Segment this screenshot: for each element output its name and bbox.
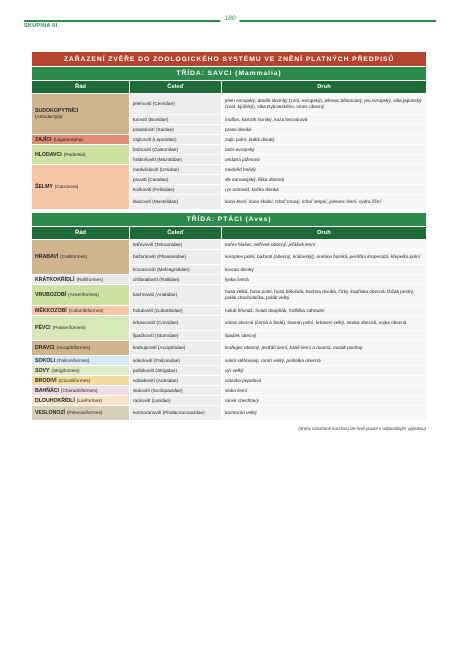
species-cell: sluka lesní bbox=[222, 386, 426, 396]
order-name: DLOUHOKŘÍDLÍ bbox=[35, 397, 75, 404]
order-latin: (Falconiformes) bbox=[56, 357, 90, 363]
species-cell: jelen evropský, daněk skvrnitý (zool. evropský), jelenec běloocasý, jeu evropský, sika japonský (zool. kjúšský), sika Dybowského, srnec obecný bbox=[222, 94, 426, 115]
order-cell bbox=[32, 275, 130, 285]
family-cell: krahujcovití (Accipitridae) bbox=[130, 341, 222, 356]
order-latin: (Galliformes) bbox=[60, 254, 88, 259]
column-header-family: Čeleď bbox=[130, 81, 222, 93]
species-cell: špaček obecný bbox=[222, 331, 426, 341]
order-name: SOVY bbox=[35, 367, 50, 374]
page-header bbox=[24, 14, 436, 28]
family-cell: slukovití (Scolopacidae) bbox=[130, 386, 222, 396]
family-cell: puštíkovití (Strigidae) bbox=[130, 366, 222, 376]
species-cell: sokol stěhovavý, raroh velký, poštolka obecná bbox=[222, 356, 426, 366]
order-cell bbox=[32, 406, 130, 421]
order-name: BAHŇÁCI bbox=[35, 387, 59, 394]
family-cell: krocanovití (Meleagrididae) bbox=[130, 265, 222, 275]
order-cell bbox=[32, 366, 130, 376]
family-cell: špačkovití (Sturnidae) bbox=[130, 331, 222, 341]
family-cell: prasatovití (Suidae) bbox=[130, 125, 222, 135]
column-header-order: Řád bbox=[32, 81, 130, 93]
family-cell: kormoránovití (Phalacrocoracidae) bbox=[130, 406, 222, 421]
order-name: SOKOLI bbox=[35, 357, 55, 364]
order-cell bbox=[32, 165, 130, 210]
order-cell bbox=[32, 356, 130, 366]
order-latin: (Pelecaniformes) bbox=[66, 410, 103, 415]
order-latin: (Accipitriformes) bbox=[56, 345, 91, 350]
column-header-order: Řád bbox=[32, 227, 130, 239]
order-cell bbox=[32, 341, 130, 356]
column-header-species: Druh bbox=[222, 81, 426, 93]
column-headers-mammals bbox=[32, 81, 426, 93]
order-latin: (Strigiformes) bbox=[51, 367, 80, 373]
family-cell: holubovití (Columbidae) bbox=[130, 306, 222, 316]
family-cell: bobrovití (Castoridae) bbox=[130, 145, 222, 155]
order-name: PĚVCI bbox=[35, 325, 51, 331]
order-latin: (Rodentia) bbox=[63, 151, 86, 157]
class-title-birds: TŘÍDA: PTÁCI (Aves) bbox=[32, 213, 426, 226]
order-name: SUDOKOPYTNÍCI bbox=[35, 108, 79, 114]
family-cell: jelenovití (Cervidae) bbox=[130, 94, 222, 115]
mammals-table bbox=[32, 94, 426, 210]
family-cell: tetřevovití (Tetraonidae) bbox=[130, 240, 222, 250]
species-cell: rys ostrovid, kočka divoká bbox=[222, 185, 426, 195]
species-cell: volavka popelavá bbox=[222, 376, 426, 386]
species-cell: ondatra pižmová bbox=[222, 155, 426, 165]
order-cell bbox=[32, 285, 130, 306]
species-cell: zajíc polní, králík divoký bbox=[222, 135, 426, 145]
species-cell: krahujec obecný, jestřáb lesní, káně lesní a rousná, moták pochop bbox=[222, 341, 426, 356]
order-latin: (Ciconiiformes) bbox=[58, 377, 91, 383]
order-cell bbox=[32, 316, 130, 341]
order-cell bbox=[32, 396, 130, 406]
family-cell: krkavcovití (Corvidae) bbox=[130, 316, 222, 331]
column-headers-birds bbox=[32, 227, 426, 239]
column-header-family: Čeleď bbox=[130, 227, 222, 239]
species-cell: koroptev polní, bažanti (obecný, královský), orebice horská, perlička kropenatá, křepelka polní bbox=[222, 250, 426, 265]
family-cell: rackovití (Laridae) bbox=[130, 396, 222, 406]
family-cell: chřástalovití (Rallidae) bbox=[130, 275, 222, 285]
family-cell: kočkovití (Felicidae) bbox=[130, 185, 222, 195]
family-cell: volavkovití (Ardeidae) bbox=[130, 376, 222, 386]
species-cell: tetřev hlušec, tetřívek obecný, jeřábek lesní bbox=[222, 240, 426, 250]
order-latin: (Artiodactyla) bbox=[35, 114, 63, 119]
family-cell: kachnovití (Anatidae) bbox=[130, 285, 222, 306]
species-cell: muflon, kamzík horský, koza bezoárová bbox=[222, 115, 426, 125]
order-latin: (Columbiformes) bbox=[68, 307, 104, 313]
species-cell: kuna lesní, kuna skalní, tchoř tmavý, tchoř stepní, jezevec lesní, vydra říční bbox=[222, 195, 426, 210]
order-name: KRÁTKOKŘÍDLÍ bbox=[35, 276, 75, 283]
order-cell bbox=[32, 306, 130, 316]
page-number: 180 bbox=[220, 15, 239, 22]
species-cell: vlk euroasijský, liška obecná bbox=[222, 175, 426, 185]
order-name: VRUBOZOBÍ bbox=[35, 292, 67, 298]
family-cell: turovití (Bovidae) bbox=[130, 115, 222, 125]
species-cell: krocan divoký bbox=[222, 265, 426, 275]
order-name: BRODIVÍ bbox=[35, 377, 57, 384]
species-cell: vrána obecná (černá a šedá), havran polní, krkavec velký, straka obecná, sojka obecná bbox=[222, 316, 426, 331]
family-cell: zajícovití (Leporidae) bbox=[130, 135, 222, 145]
birds-table bbox=[32, 240, 426, 421]
family-cell: lasicovití (Mustelidae) bbox=[130, 195, 222, 210]
species-cell: kormorán velký bbox=[222, 406, 426, 421]
species-cell: prase divoké bbox=[222, 125, 426, 135]
order-cell bbox=[32, 135, 130, 145]
order-cell bbox=[32, 240, 130, 275]
section-label: SKUPINA III. bbox=[24, 23, 60, 29]
order-cell bbox=[32, 94, 130, 135]
order-cell bbox=[32, 386, 130, 396]
species-cell: bobr evropský bbox=[222, 145, 426, 155]
order-latin: (Ralliformes) bbox=[76, 276, 104, 282]
family-cell: hrabošovití (Microtidae) bbox=[130, 155, 222, 165]
order-name: DRAVCI bbox=[35, 345, 55, 351]
order-cell bbox=[32, 376, 130, 386]
family-cell: sokolovití (Falconidae) bbox=[130, 356, 222, 366]
species-cell: holub hřivnáč, holub doupňák, hrdlička zahradní bbox=[222, 306, 426, 316]
order-latin: (Lagomorpha) bbox=[53, 136, 83, 142]
classification-table bbox=[32, 52, 426, 431]
order-name: ŠELMY bbox=[35, 184, 53, 190]
family-cell: bažantovití (Phasianidae) bbox=[130, 250, 222, 265]
order-cell bbox=[32, 145, 130, 165]
species-cell: husa velká, husa polní, husa běločelá, kachna divoká, čírky, kopřivka obecná, lžičák pestrý, polák chocholačka, polák velký bbox=[222, 285, 426, 306]
order-name: ZAJÍCI bbox=[35, 136, 52, 143]
species-cell: racek chechtavý bbox=[222, 396, 426, 406]
species-cell: lyska černá bbox=[222, 275, 426, 285]
order-latin: (Lariformes) bbox=[76, 397, 103, 403]
order-latin: (Carnivora) bbox=[54, 184, 79, 189]
order-name: MĚKKOZOBÍ bbox=[35, 307, 67, 314]
family-cell: psovití (Canidae) bbox=[130, 175, 222, 185]
order-latin: (Charadriiformes) bbox=[60, 387, 98, 393]
species-cell: medvěd hnědý bbox=[222, 165, 426, 175]
order-latin: (Anseriformes) bbox=[68, 292, 99, 297]
footnote: (druhy označené kurzívou lze lovit pouze s odpovídající výjimkou) bbox=[298, 426, 426, 431]
order-latin: (Passeriformes) bbox=[52, 325, 86, 330]
order-name: VESLONOZÍ bbox=[35, 410, 65, 416]
order-name: HRABAVÍ bbox=[35, 254, 59, 260]
column-header-species: Druh bbox=[222, 227, 426, 239]
class-title-mammals: TŘÍDA: SAVCI (Mammalia) bbox=[32, 67, 426, 80]
species-cell: výr velký bbox=[222, 366, 426, 376]
order-name: HLODAVCI bbox=[35, 151, 62, 158]
table-title: ZAŘAZENÍ ZVĚŘE DO ZOOLOGICKÉHO SYSTÉMU VE ZNĚNÍ PLATNÝCH PŘEDPISŮ bbox=[32, 52, 426, 66]
family-cell: medvědovití (Ursidae) bbox=[130, 165, 222, 175]
